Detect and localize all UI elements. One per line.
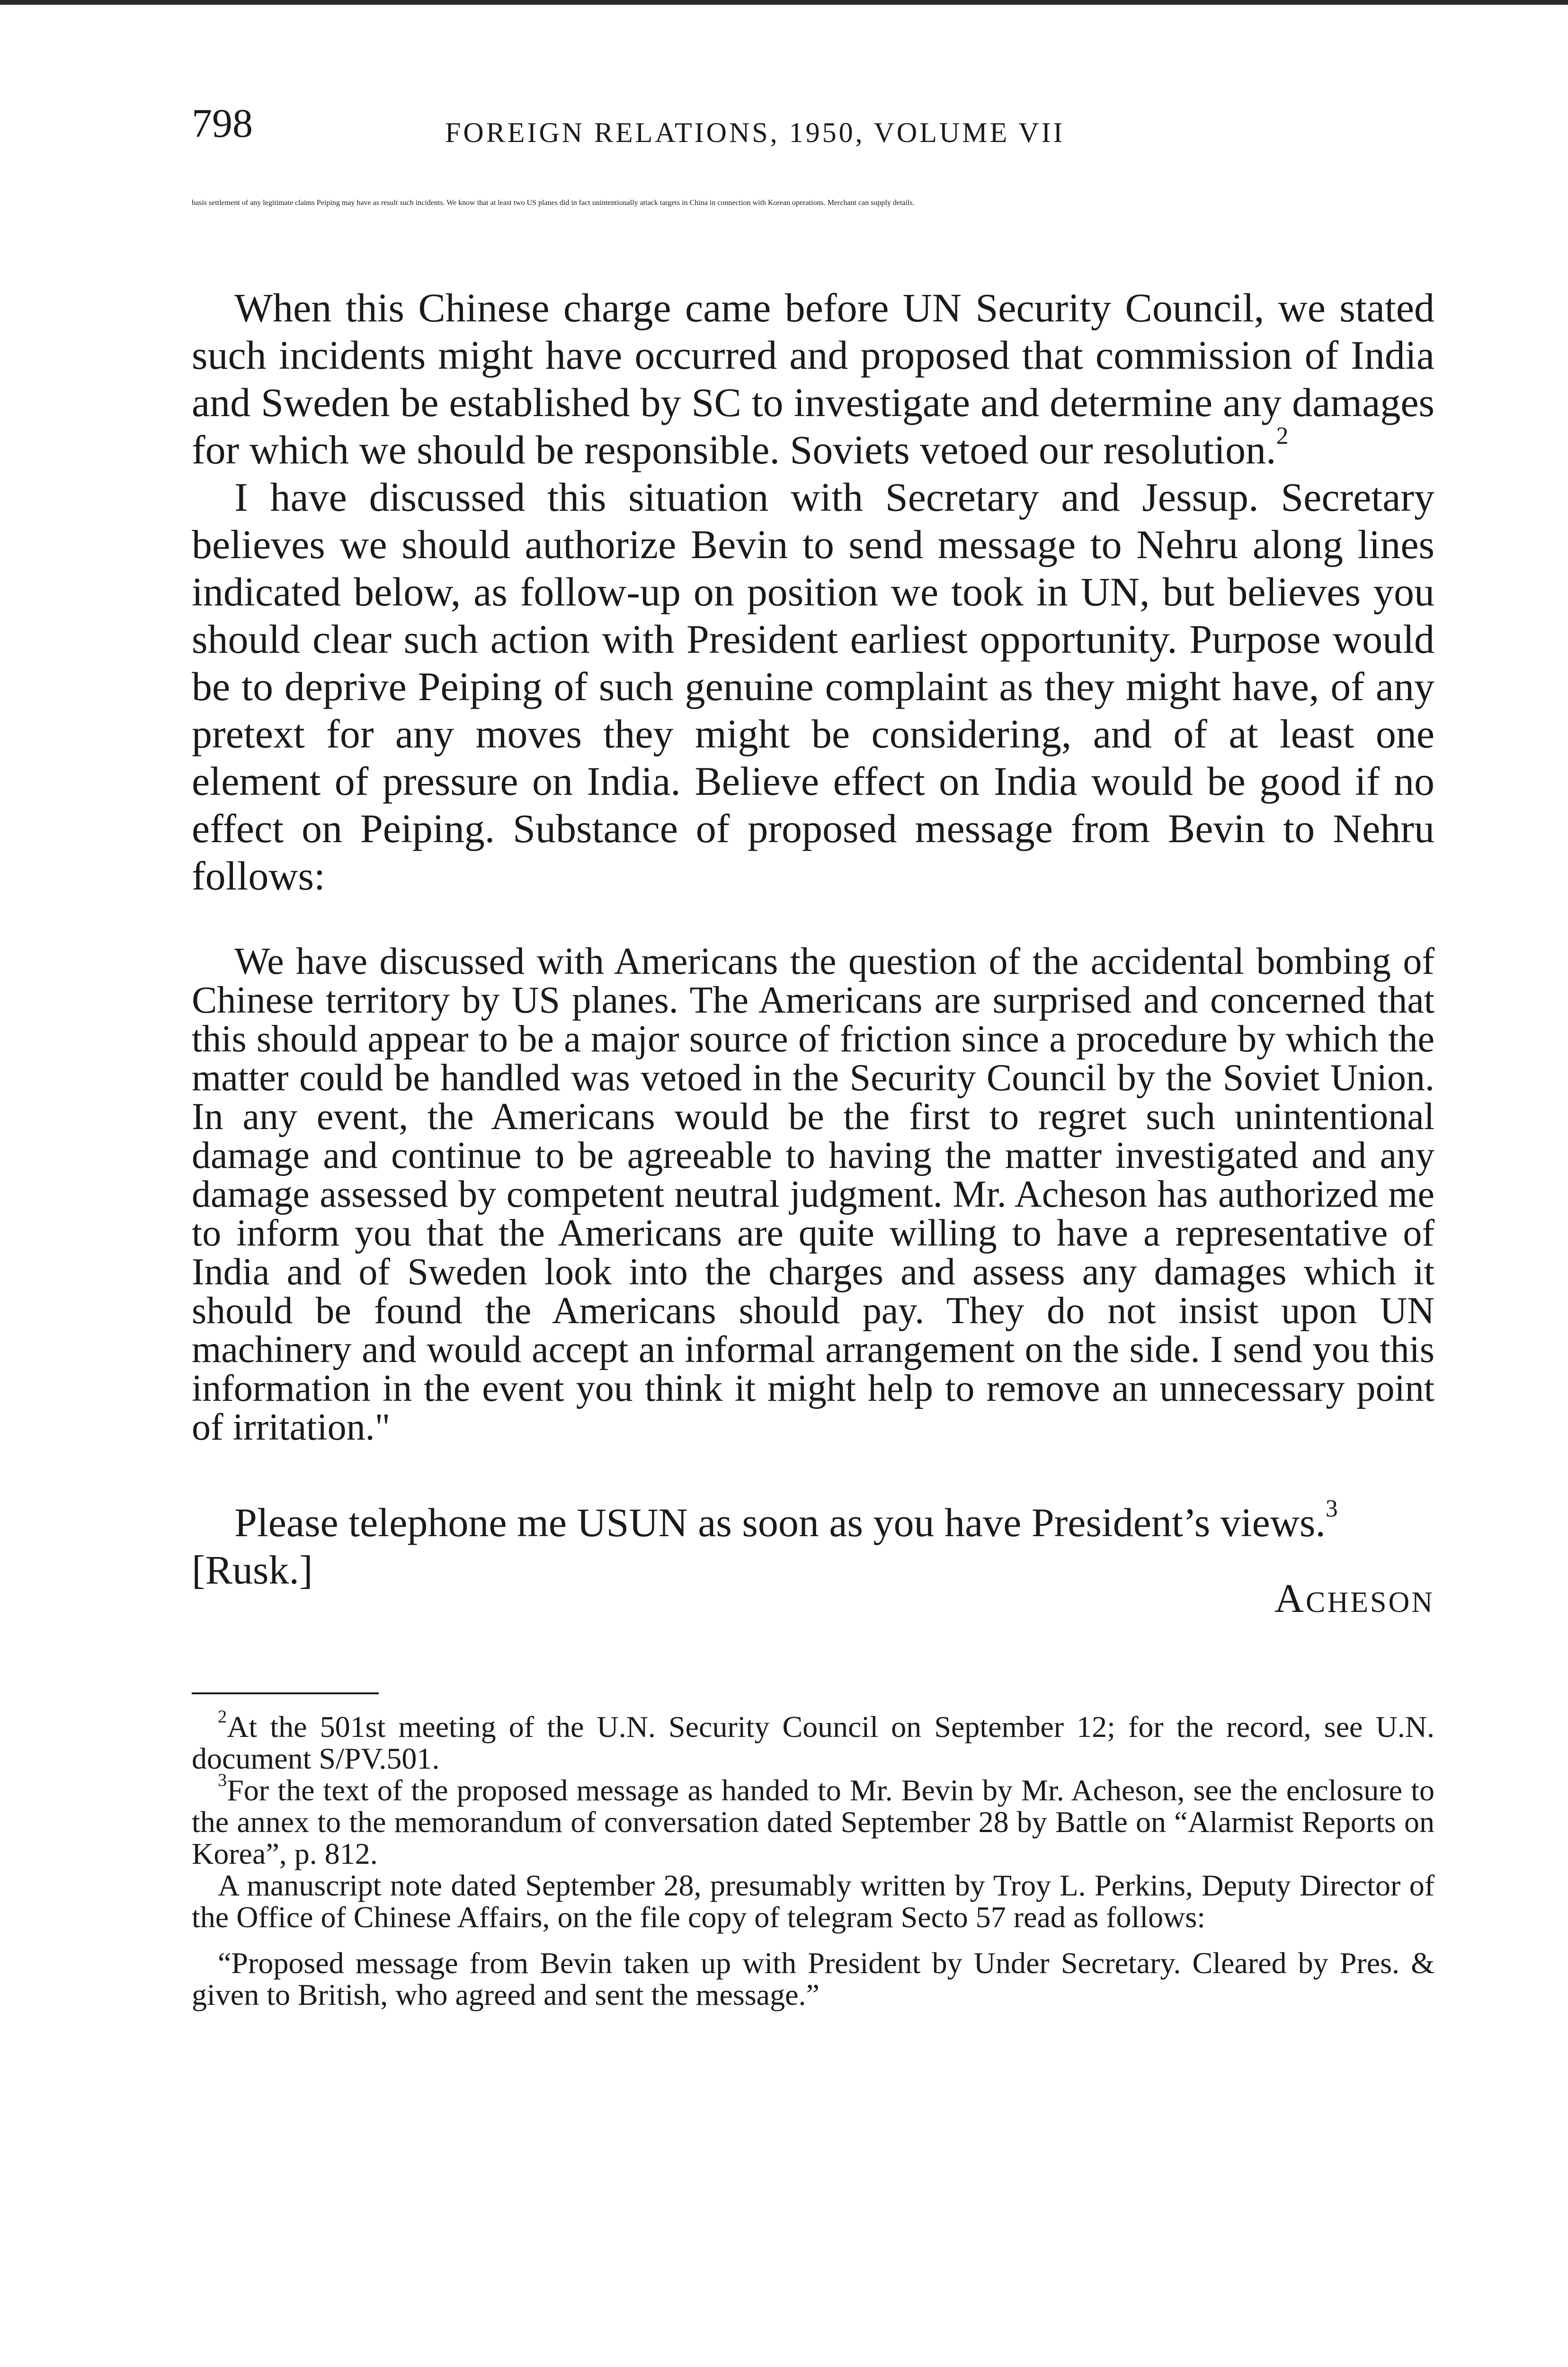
footnote-text: A manuscript note dated September 28, presumably written by Troy L. Perkins, Deputy Director of the Office of Chinese Affairs, on the file copy of telegram Secto 57 read as follows: [192,1869,1434,1934]
body-paragraph-1: basis settlement of any legitimate claims Peiping may have as result such incidents. We know that at least two US planes did in fact unintentionally attack targets in China in connection with Korean operations. Merchant can supply details. [192,199,915,207]
body-paragraph-3: I have discussed this situation with Secretary and Jessup. Secretary believes we should authorize Bevin to send message to Nehru along lines indicated below, as follow-up on position we took in UN, but believes you should clear such action with President earliest opportunity. Purpose would be to deprive Peiping of such genuine complaint as they might have, of any pretext for any moves they might be considering, and of at least one element of pressure on India. Believe effect on India would be good if no effect on Peiping. Substance of proposed message from Bevin to Nehru follows: [192,474,1434,899]
closing-paragraph [192,1495,1434,1546]
closing-block [192,1495,1434,1626]
rusk-bracket: [Rusk.] [192,1547,313,1593]
footnote-3-manuscript-note [192,1869,1434,1933]
body-text [192,284,1434,899]
signature: ACHESON [1274,1575,1434,1621]
quoted-message: We have discussed with Americans the question of the accidental bombing of Chinese territory by US planes. The Americans are surprised and concerned that this should appear to be a major source of friction since a procedure by which the matter could be handled was vetoed in the Security Council by the Soviet Union. In any event, the Americans would be the first to regret such unintentional damage and continue to be agreeable to having the matter investigated and any damage assessed by competent neutral judgment. Mr. Acheson has authorized me to inform you that the Americans are quite willing to have a representative of India and of Sweden look into the charges and assess any damages which it should be found the Americans should pay. They do not insist upon UN machinery and would accept an informal arrangement on the side. I send you this information in the event you think it might help to remove an unnecessary point of irritation." [192,941,1434,1448]
running-head [192,95,1434,156]
body-paragraph-2-text: When this Chinese charge came before UN Security Council, we stated such incidents might have occurred and proposed that commission of India and Sweden be established by SC to investigate and determine any damages for which we should be responsible. Soviets vetoed our resolution. [192,285,1434,472]
closing-text: Please telephone me USUN as soon as you have President’s views. [234,1500,1326,1545]
footnote-3 [192,1770,1434,1870]
footnote-text: At the 501st meeting of the U.N. Security Council on September 12; for the record, see U.N. document S/PV.501. [192,1710,1434,1775]
page-number: 798 [192,100,253,146]
footnote-rule [192,1692,379,1694]
running-title: FOREIGN RELATIONS, 1950, VOLUME VII [445,117,1065,148]
document-page [192,95,1434,2011]
scan-top-edge [0,0,1568,5]
footnotes [192,1707,1434,2011]
footnote-marker: 2 [218,1707,227,1727]
footnote-marker: 3 [218,1770,227,1790]
footnote-ref-2: 2 [1276,422,1289,450]
footnote-text: For the text of the proposed message as handed to Mr. Bevin by Mr. Acheson, see the enclosure to the annex to the memorandum of conversation dated September 28 by Battle on “Alarmist Reports on Korea”, p. 812. [192,1773,1434,1870]
footnote-3-quoted-note [192,1947,1434,2011]
body-paragraph-2 [192,284,1434,473]
footnote-ref-3: 3 [1325,1495,1338,1522]
footnote-text: “Proposed message from Bevin taken up with President by Under Secretary. Cleared by Pres. & given to British, who agreed and sent the message.” [192,1946,1434,2011]
footnote-2 [192,1707,1434,1775]
